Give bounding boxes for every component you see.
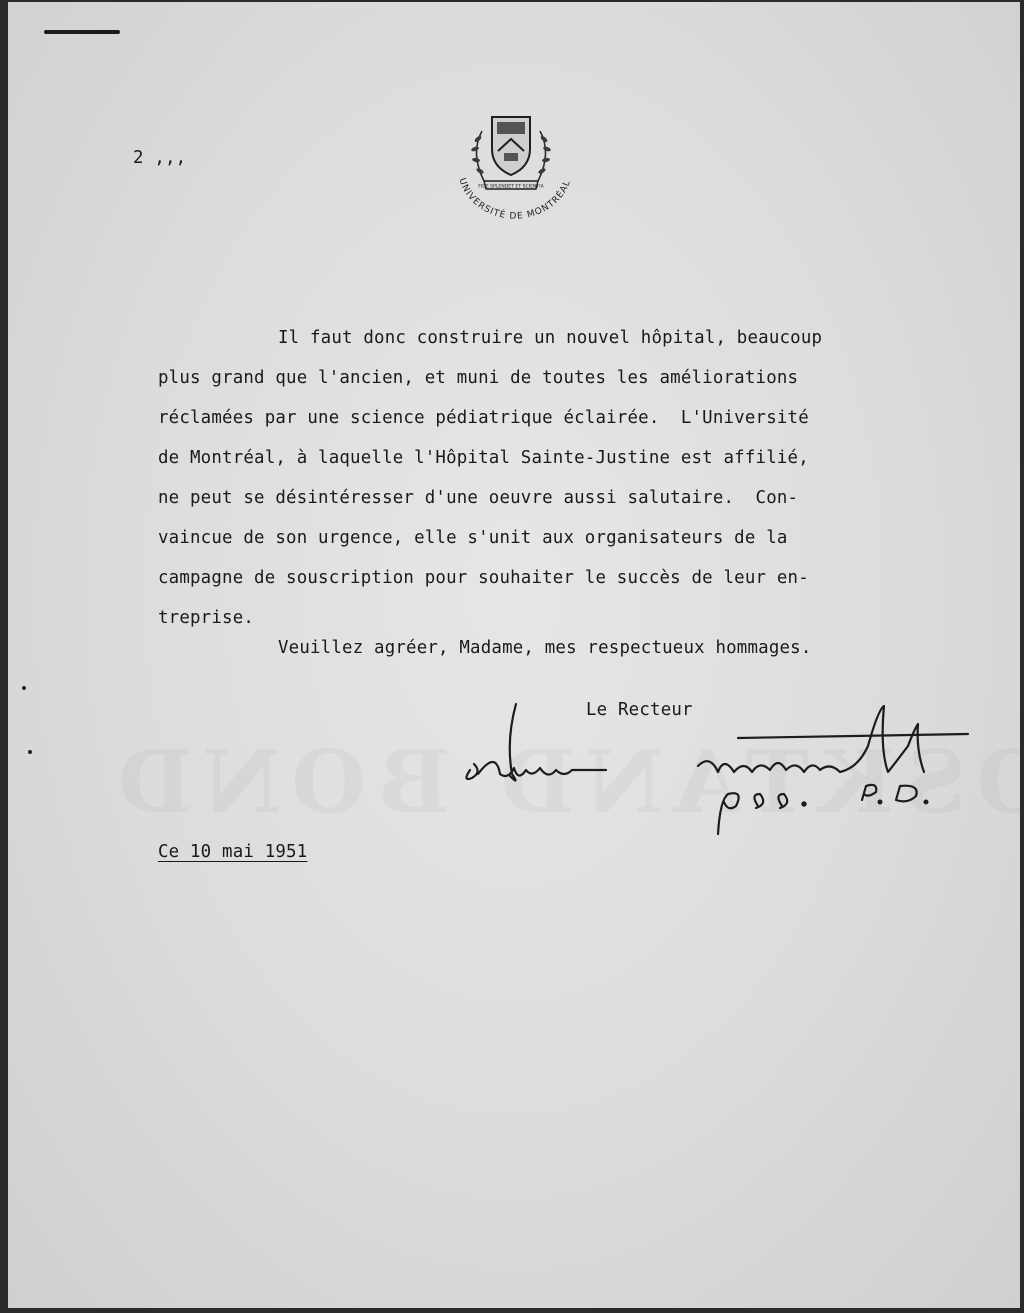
speck: [28, 750, 32, 754]
body-line: Il faut donc construire un nouvel hôpital, beaucoup: [278, 328, 823, 348]
seal-motto: FIDE SPLENDET ET SCIENTIA: [478, 184, 544, 190]
speck: [22, 686, 26, 690]
seal-name: UNIVERSITÉ DE MONTRÉAL: [456, 176, 573, 222]
body-line: plus grand que l'ancien, et muni de toutes les améliorations: [158, 368, 799, 388]
body-line: de Montréal, à laquelle l'Hôpital Sainte-Justine est affilié,: [158, 448, 809, 468]
letter-page: [8, 2, 1020, 1308]
signatory-title: Le Recteur: [586, 700, 693, 720]
seal-icon: [440, 105, 580, 225]
closing-line: Veuillez agréer, Madame, mes respectueux hommages.: [278, 638, 812, 658]
body-line: réclamées par une science pédiatrique éclairée. L'Université: [158, 408, 809, 428]
body-line: ne peut se désintéresser d'une oeuvre aussi salutaire. Con-: [158, 488, 799, 508]
university-seal: [440, 105, 580, 225]
body-line: campagne de souscription pour souhaiter le succès de leur en-: [158, 568, 809, 588]
page-number: 2 ,,,: [133, 148, 187, 168]
body-line: vaincue de son urgence, elle s'unit aux organisateurs de la: [158, 528, 788, 548]
signature-icon: [448, 690, 988, 840]
handwritten-signature: [448, 690, 988, 840]
edge-mark: [44, 30, 120, 34]
body-line: treprise.: [158, 608, 255, 628]
letter-date: Ce 10 mai 1951: [158, 842, 308, 862]
letter-body: [158, 318, 898, 638]
